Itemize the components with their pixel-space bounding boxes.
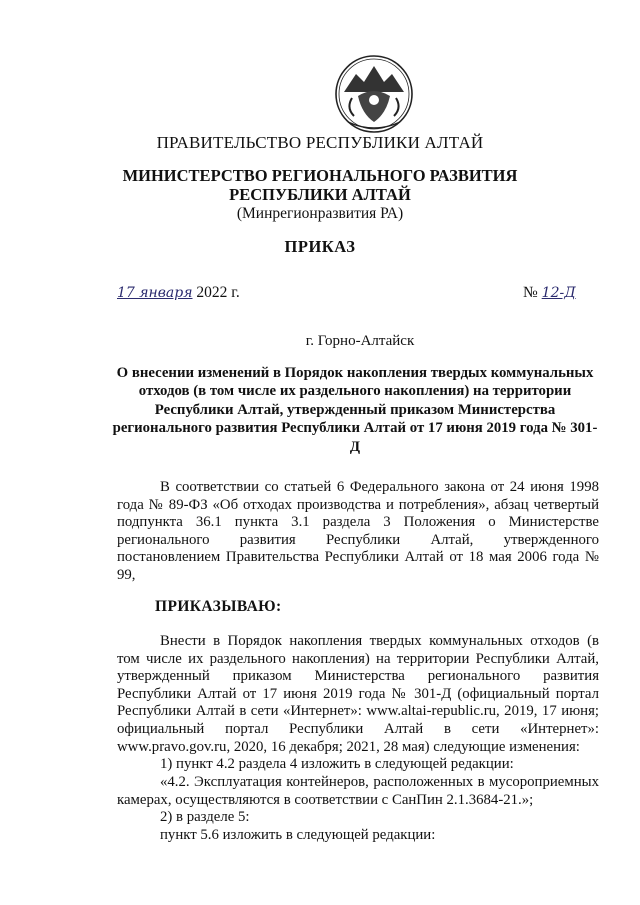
intro-paragraph: В соответствии со статьей 6 Федерального закона от 24 июня 1998 года № 89-ФЗ «Об отходах производства и потребления», абзац четвертый подпункта 36.1 пункта 3.1 раздела 3 Положения о Министерстве регионального развития Республики Алтай, утвержденного постановлением Правительства Республики Алтай от 18 мая 2006 года № 99, — [117, 479, 599, 583]
ministry-title-line1: МИНИСТЕРСТВО РЕГИОНАЛЬНОГО РАЗВИТИЯ — [122, 166, 518, 185]
handwritten-number: 12-Д — [541, 285, 576, 301]
ministry-abbreviation: (Минрегионразвития РА) — [236, 205, 404, 222]
coat-of-arms-icon — [326, 52, 422, 136]
document-type: ПРИКАЗ — [284, 237, 356, 256]
item-1-quote: «4.2. Эксплуатация контейнеров, расположенных в мусороприемных камерах, осуществляются в соответствии с СанПин 2.1.3684-21.»; — [117, 774, 599, 808]
ministry-title-line2: РЕСПУБЛИКИ АЛТАЙ — [229, 185, 411, 204]
item-2: 2) в разделе 5: — [160, 809, 250, 825]
document-number — [523, 284, 576, 302]
city: г. Горно-Алтайск — [305, 333, 415, 349]
number-prefix: № — [523, 284, 538, 301]
document-subject: О внесении изменений в Порядок накопления твердых коммунальных отходов (в том числе их раздельного накопления) на территории Республики Алтай, утвержденный приказом Министерства регионального развития Республики Алтай от 17 июня 2019 года № 301-Д — [112, 365, 598, 455]
body-paragraph: Внести в Порядок накопления твердых коммунальных отходов (в том числе их раздельного накопления) на территории Республики Алтай, утвержденный приказом Министерства регионального развития Республики Алтай от 17 июня 2019 года № 301-Д (официальный портал Республики Алтай в сети «Интернет»: www.altai-republic.ru, 2019, 17 июня; официальный портал Республики Алтай в сети «Интернет»: www.pravo.gov.ru, 2020, 16 декабря; 2021, 28 мая) следующие изменения: — [117, 633, 599, 755]
date-year: 2022 г. — [196, 284, 240, 301]
document-date — [117, 284, 240, 302]
order-word: ПРИКАЗЫВАЮ: — [155, 598, 282, 615]
government-title: ПРАВИТЕЛЬСТВО РЕСПУБЛИКИ АЛТАЙ — [156, 133, 484, 152]
handwritten-date: 17 января — [117, 285, 193, 301]
item-1: 1) пункт 4.2 раздела 4 изложить в следующей редакции: — [160, 756, 514, 772]
item-2a: пункт 5.6 изложить в следующей редакции: — [160, 827, 436, 843]
